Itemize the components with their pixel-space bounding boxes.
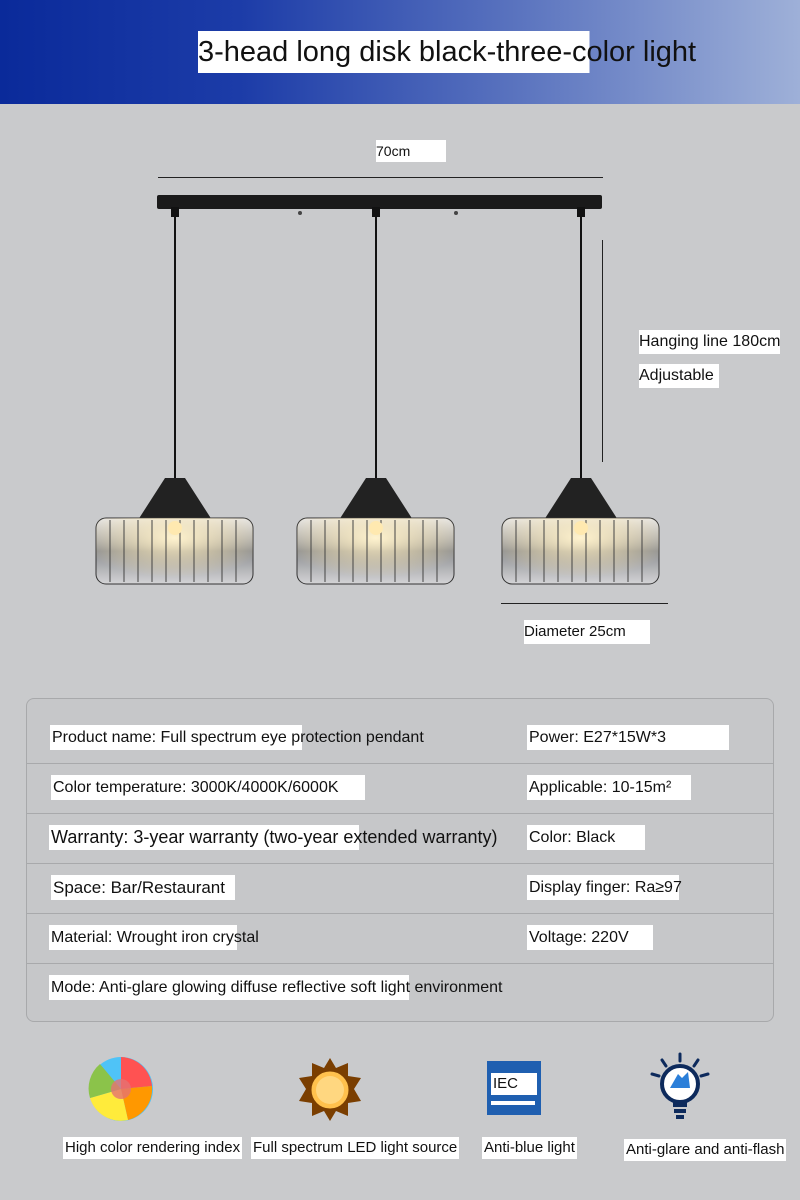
width-dimension-line: [158, 177, 603, 178]
spec-right-cell: Voltage: 220V: [527, 925, 653, 950]
spec-left-cell: Product name: Full spectrum eye protection pendant: [50, 725, 302, 750]
width-label: 70cm: [376, 140, 446, 162]
spec-row: [27, 713, 773, 764]
spec-right-cell: Applicable: 10-15m²: [527, 775, 691, 800]
color-wheel-icon: [88, 1056, 154, 1122]
spec-row: [27, 913, 773, 964]
feature-label: Anti-glare and anti-flash: [624, 1139, 786, 1161]
pendant-shade-left: [96, 207, 253, 584]
pendant-lamp-illustration: [0, 180, 800, 600]
diameter-dimension-line: [501, 603, 668, 604]
ceiling-plate: [157, 195, 602, 209]
spec-row: [27, 963, 773, 1013]
iec-badge-text: IEC: [491, 1073, 537, 1095]
spec-left-cell: Space: Bar/Restaurant: [51, 875, 235, 900]
spec-row: [27, 863, 773, 914]
pendant-shade-right: [502, 207, 659, 584]
feature-label: Full spectrum LED light source: [251, 1137, 459, 1159]
spec-left-cell: Color temperature: 3000K/4000K/6000K: [51, 775, 365, 800]
iec-badge-bar: [491, 1101, 535, 1105]
header-banner: [0, 0, 800, 104]
spec-left-cell: Mode: Anti-glare glowing diffuse reflective soft light environment: [49, 975, 409, 1000]
spec-right-cell: Color: Black: [527, 825, 645, 850]
spec-right-cell: Display finger: Ra≥97: [527, 875, 679, 900]
spec-row: [27, 763, 773, 814]
spec-left-cell: Warranty: 3-year warranty (two-year extended warranty): [49, 825, 359, 850]
spec-left-cell: Material: Wrought iron crystal: [49, 925, 237, 950]
sun-icon: [298, 1058, 362, 1122]
spec-row: [27, 813, 773, 864]
lightbulb-hand-icon: [648, 1052, 712, 1120]
spec-table: [26, 698, 774, 1022]
pendant-shade-middle: [297, 207, 454, 584]
page-title: 3-head long disk black-three-color light: [198, 31, 700, 73]
diameter-label: Diameter 25cm: [524, 620, 650, 644]
adjustable-label: Adjustable: [639, 364, 719, 388]
feature-label: High color rendering index: [63, 1137, 242, 1159]
iec-certificate-icon: [487, 1061, 541, 1115]
feature-label: Anti-blue light: [482, 1137, 577, 1159]
spec-right-cell: Power: E27*15W*3: [527, 725, 729, 750]
hanging-line-label: Hanging line 180cm: [639, 330, 780, 354]
